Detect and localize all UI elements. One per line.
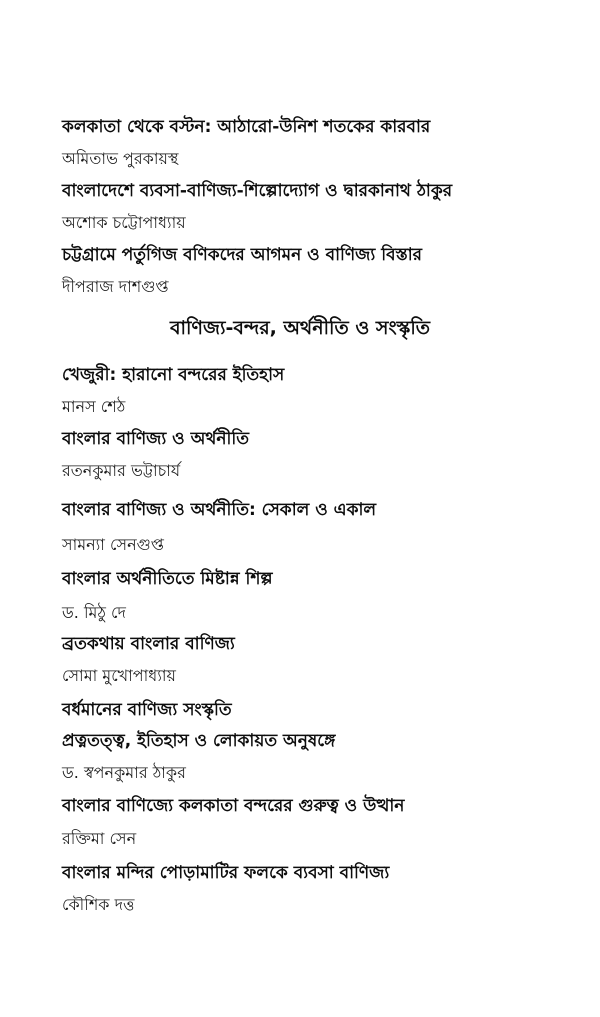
article-title: বাংলার মন্দির পোড়ামাটির ফলকে ব্যবসা বাণিজ্য: [62, 863, 390, 883]
article-author: রক্তিমা সেন: [62, 829, 137, 848]
article-title: ব্রতকথায় বাংলার বাণিজ্য: [62, 634, 235, 654]
article-author: দীপরাজ দাশগুপ্ত: [62, 277, 169, 296]
article-title: কলকাতা থেকে বস্টন: আঠারো-উনিশ শতকের কারবার: [62, 117, 431, 137]
article-author: অমিতাভ পুরকায়স্থ: [62, 149, 179, 168]
article-author: রতনকুমার ভট্টাচার্য: [62, 461, 181, 480]
article-author: কৌশিক দত্ত: [62, 895, 135, 914]
section-heading: বাণিজ্য-বন্দর, অর্থনীতি ও সংস্কৃতি: [169, 317, 431, 339]
article-title: বাংলার বাণিজ্য ও অর্থনীতি: [62, 429, 249, 449]
article-title: চট্টগ্রামে পর্তুগিজ বণিকদের আগমন ও বাণিজ্য বিস্তার: [62, 245, 423, 265]
article-subtitle: প্রত্নতত্ত্ব, ইতিহাস ও লোকায়ত অনুষঙ্গে: [62, 731, 336, 751]
article-title: বর্ধমানের বাণিজ্য সংস্কৃতি: [62, 700, 232, 720]
article-title: বাংলার বাণিজ্যে কলকাতা বন্দরের গুরুত্ব ও উত্থান: [62, 796, 405, 816]
article-author: ড. মিঠু দে: [62, 603, 126, 622]
article-title: বাংলার অর্থনীতিতে মিষ্টান্ন শিল্প: [62, 569, 273, 589]
article-title: বাংলাদেশে ব্যবসা-বাণিজ্য-শিল্পোদ্যোগ ও দ্বারকানাথ ঠাকুর: [62, 181, 453, 201]
article-author: সোমা মুখোপাধ্যায়: [62, 666, 176, 685]
article-author: সামন্যা সেনগুপ্ত: [62, 535, 164, 554]
article-author: মানস শেঠ: [62, 397, 126, 416]
article-author: ড. স্বপনকুমার ঠাকুর: [62, 763, 186, 782]
article-title: বাংলার বাণিজ্য ও অর্থনীতি: সেকাল ও একাল: [62, 500, 377, 520]
article-author: অশোক চট্টোপাধ্যায়: [62, 213, 186, 232]
article-title: খেজুরী: হারানো বন্দরের ইতিহাস: [62, 365, 285, 385]
